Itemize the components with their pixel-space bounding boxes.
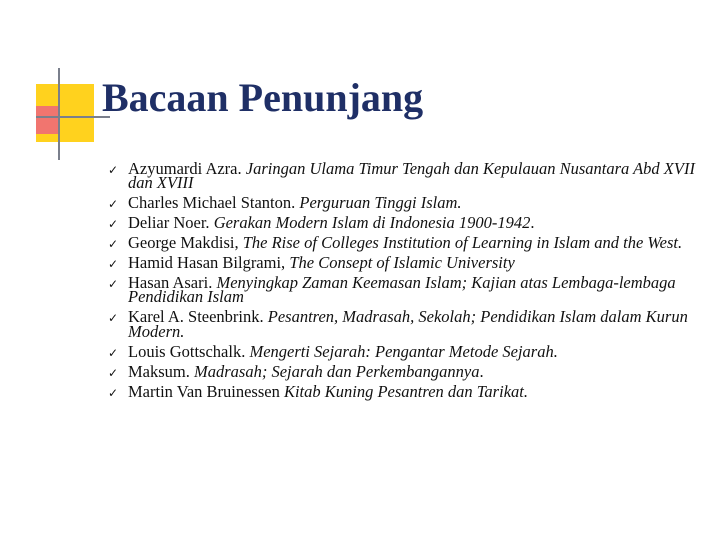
checkmark-icon: ✓ — [108, 197, 119, 212]
list-item — [108, 233, 708, 253]
item-author: Azyumardi Azra. — [128, 159, 246, 178]
item-author: George Makdisi, — [128, 233, 243, 253]
list-item — [108, 381, 708, 401]
item-end: . — [479, 361, 484, 381]
item-author: Martin Van Bruinessen — [128, 381, 284, 401]
checkmark-icon: ✓ — [108, 163, 119, 177]
checkmark-icon: ✓ — [108, 385, 119, 400]
list-item — [108, 193, 708, 213]
item-title: The Rise of Colleges Institution of Learning in Islam and the West. — [242, 233, 683, 253]
item-title: Madrasah; Sejarah dan Perkembangannya — [194, 361, 480, 381]
checkmark-icon: ✓ — [108, 311, 119, 326]
item-title: Gerakan Modern Islam di Indonesia 1900-1942 — [213, 213, 531, 233]
item-title: Kitab Kuning Pesantren dan Tarikat. — [283, 381, 528, 401]
item-title: Pesantren, Madrasah, Sekolah; Pendidikan Islam dalam Kurun Modern. — [128, 307, 688, 341]
item-author: Maksum. — [128, 361, 194, 381]
reading-list — [108, 159, 708, 405]
item-author: Deliar Noer. — [128, 213, 214, 233]
list-item — [108, 307, 708, 341]
decor-horizontal-line — [36, 116, 110, 118]
checkmark-icon: ✓ — [108, 345, 119, 360]
item-author: Karel A. Steenbrink. — [128, 307, 268, 327]
item-title: The Consept of Islamic University — [289, 253, 515, 273]
item-author: Hasan Asari. — [128, 273, 217, 293]
item-title: Menyingkap Zaman Keemasan Islam; Kajian atas Lembaga-lembaga Pendidikan Islam — [128, 273, 676, 307]
list-item — [108, 341, 708, 361]
item-title: Perguruan Tinggi Islam. — [299, 193, 462, 213]
decor-vertical-line — [58, 68, 60, 160]
list-item — [108, 361, 708, 381]
item-author: Louis Gottschalk. — [128, 341, 250, 361]
slide-title: Bacaan Penunjang — [102, 75, 424, 120]
item-author: Charles Michael Stanton. — [128, 193, 300, 213]
decor-red-square — [36, 106, 60, 134]
list-item — [108, 273, 708, 307]
checkmark-icon: ✓ — [108, 365, 119, 380]
item-end: . — [530, 213, 535, 233]
checkmark-icon: ✓ — [108, 217, 119, 232]
checkmark-icon: ✓ — [108, 257, 119, 272]
item-title: Jaringan Ulama Timur Tengah dan Kepulauan Nusantara Abd XVII dan XVIII — [128, 159, 695, 193]
list-item — [108, 159, 708, 193]
list-item — [108, 253, 708, 273]
checkmark-icon: ✓ — [108, 237, 119, 252]
checkmark-icon: ✓ — [108, 277, 119, 292]
item-author: Hamid Hasan Bilgrami, — [128, 253, 290, 273]
list-item — [108, 213, 708, 233]
item-title: Mengerti Sejarah: Pengantar Metode Sejarah. — [249, 341, 558, 361]
